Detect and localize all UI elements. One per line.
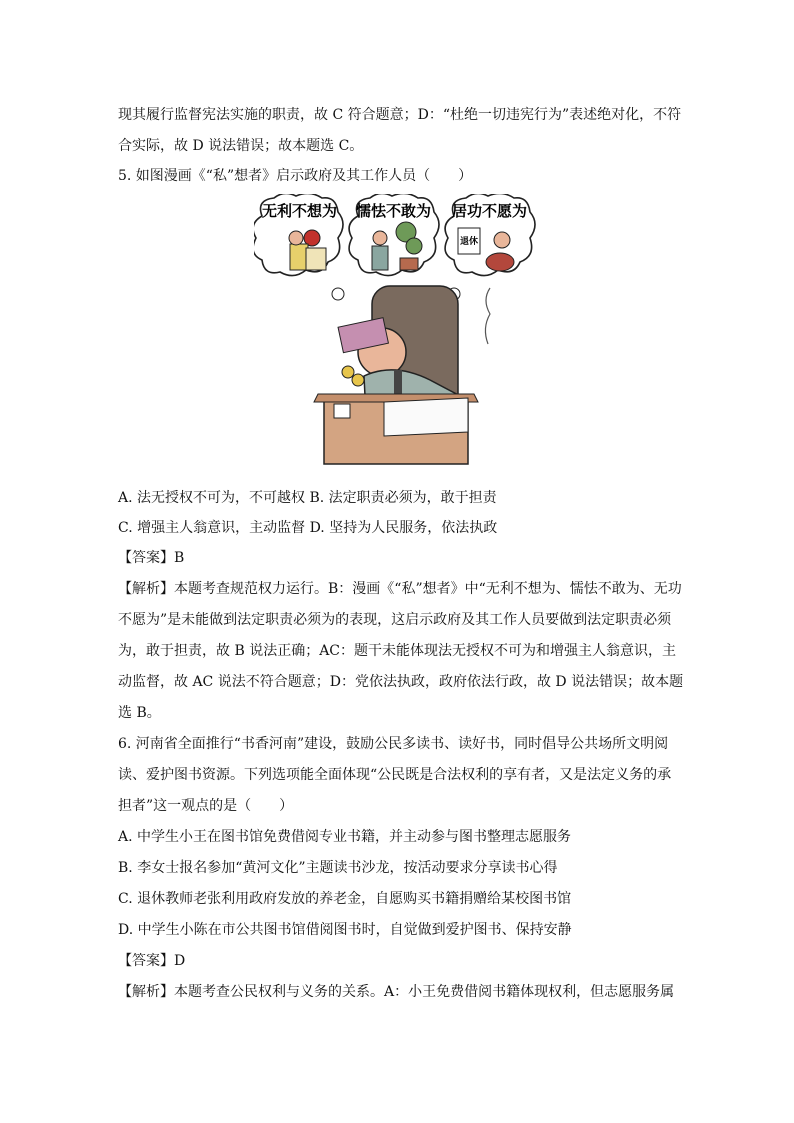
option-6d: D. 中学生小陈在市公共图书馆借阅图书时，自觉做到爱护图书、保持安静: [118, 922, 572, 938]
thought-bubble-2: [349, 194, 439, 276]
question-6-line-2: 读、爱护图书资源。下列选项能全面体现“公民既是合法权利的享有者，又是法定义务的承: [118, 767, 672, 783]
office-scene: [314, 286, 490, 464]
question-5: 5. 如图漫画《“私”想者》启示政府及其工作人员（ ）: [118, 168, 473, 184]
analysis-5-line-3: 为，敢于担责，故 B 说法正确；AC：题干未能体现法无授权不可为和增强主人翁意识，主: [118, 643, 677, 659]
cartoon-illustration: [254, 194, 539, 480]
bubble-3-text: 居功不愿为: [452, 202, 528, 220]
option-6b: B. 李女士报名参加“黄河文化”主题读书沙龙，按活动要求分享读书心得: [118, 860, 558, 876]
retire-board-text: 退休: [460, 237, 479, 247]
answer-5: 【答案】B: [118, 550, 185, 566]
answer-6: 【答案】D: [118, 953, 186, 969]
line-2: 合实际，故 D 说法错误；故本题选 C。: [118, 138, 364, 154]
question-6-line-3: 担者”这一观点的是（ ）: [118, 798, 294, 814]
question-6-line-1: 6. 河南省全面推行“书香河南”建设，鼓励公民多读书、读好书，同时倡导公共场所文明阅: [118, 736, 669, 752]
option-c-d: C. 增强主人翁意识，主动监督 D. 坚持为人民服务，依法执政: [118, 520, 498, 536]
bubble-1-text: 无利不想为: [262, 202, 338, 220]
bubble-2-text: 懦怯不敢为: [356, 202, 432, 220]
analysis-5-line-5: 选 B。: [118, 705, 161, 721]
thought-bubble-1: [254, 194, 343, 276]
line-1: 现其履行监督宪法实施的职责，故 C 符合题意；D：“杜绝一切违宪行为”表述绝对化，不符: [118, 107, 682, 123]
analysis-5-line-4: 动监督，故 AC 说法不符合题意；D：党依法执政，政府依法行政，故 D 说法错误；故本题: [118, 674, 684, 690]
analysis-6-line-1: 【解析】本题考查公民权利与义务的关系。A：小王免费借阅书籍体现权利，但志愿服务属: [118, 984, 675, 1000]
analysis-5-line-1: 【解析】本题考查规范权力运行。B：漫画《“私”想者》中“无利不想为、懦怯不敢为、无功: [118, 581, 682, 597]
option-a-b: A. 法无授权不可为，不可越权 B. 法定职责必须为，敢于担责: [118, 490, 497, 506]
option-6c: C. 退休教师老张利用政府发放的养老金，自愿购买书籍捐赠给某校图书馆: [118, 891, 572, 907]
option-6a: A. 中学生小王在图书馆免费借阅专业书籍，并主动参与图书整理志愿服务: [118, 829, 572, 845]
analysis-5-line-2: 不愿为”是未能做到法定职责必须为的表现，这启示政府及其工作人员要做到法定职责必须: [118, 612, 672, 628]
thought-bubble-3: [445, 194, 535, 276]
